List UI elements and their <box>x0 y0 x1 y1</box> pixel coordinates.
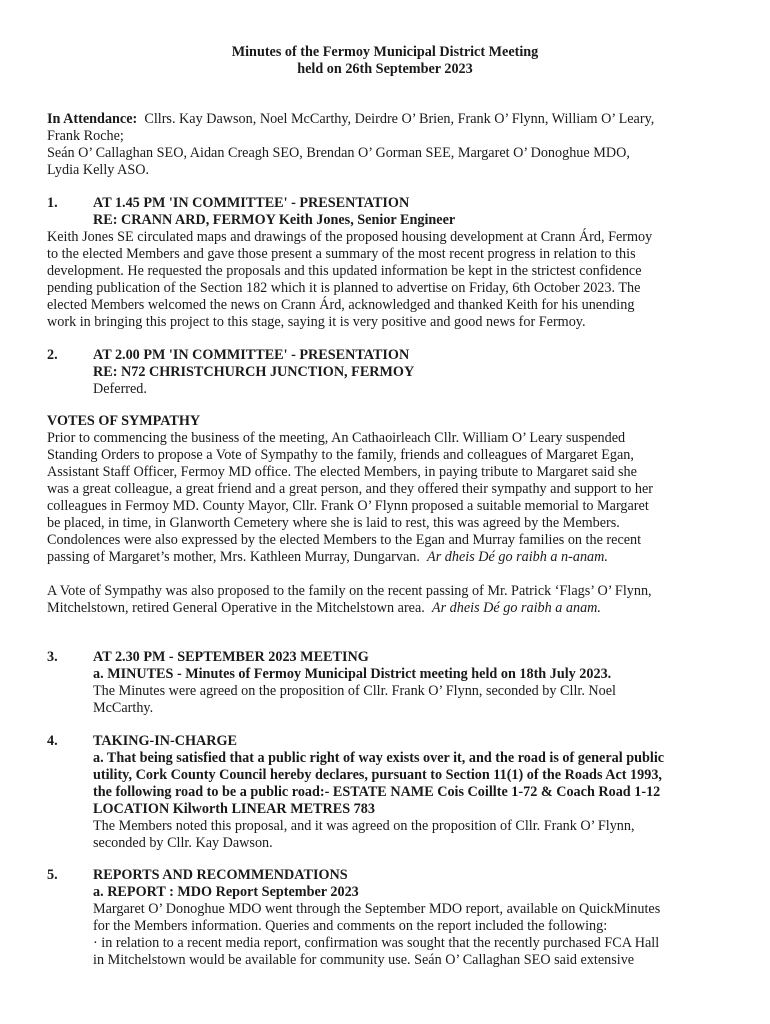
body-line: be placed, in time, in Glanworth Cemetery where she is laid to rest, this was agreed by the Members. <box>47 515 620 531</box>
attendance-label: In Attendance: <box>47 111 138 127</box>
item-heading: REPORTS AND RECOMMENDATIONS <box>93 867 348 883</box>
agenda-item-1 <box>47 195 737 331</box>
attendance-section <box>47 111 737 179</box>
body-line: Keith Jones SE circulated maps and drawings of the proposed housing development at Crann Árd, Fermoy <box>47 229 653 245</box>
bold-line: LOCATION Kilworth LINEAR METRES 783 <box>93 801 375 817</box>
body-line: colleagues in Fermoy MD. County Mayor, Cllr. Frank O’ Flynn proposed a suitable memorial to Margaret <box>47 498 649 514</box>
item-heading: AT 2.00 PM 'IN COMMITTEE' - PRESENTATION <box>93 347 410 363</box>
bold-line: the following road to be a public road:- ESTATE NAME Cois Coillte 1-72 & Coach Road 1-12 <box>93 784 661 800</box>
item-subheading: RE: CRANN ARD, FERMOY Keith Jones, Senior Engineer <box>93 212 456 228</box>
body-line: Margaret O’ Donoghue MDO went through the September MDO report, available on QuickMinutes <box>93 901 661 917</box>
agenda-item-2 <box>47 347 737 398</box>
body-line: seconded by Cllr. Kay Dawson. <box>93 835 273 851</box>
italic-blessing: Ar dheis Dé go raibh a anam. <box>431 600 601 616</box>
attendance-line-4: Lydia Kelly ASO. <box>47 162 150 178</box>
body-line: Condolences were also expressed by the elected Members to the Egan and Murray families on the recent <box>47 532 642 548</box>
body-line: The Minutes were agreed on the proposition of Cllr. Frank O’ Flynn, seconded by Cllr. Noel <box>93 683 617 699</box>
item-heading: AT 1.45 PM 'IN COMMITTEE' - PRESENTATION <box>93 195 410 211</box>
body-line: passing of Margaret’s mother, Mrs. Kathleen Murray, Dungarvan. <box>47 549 420 565</box>
body-line: development. He requested the proposals and this updated information be kept in the strictest confidence <box>47 263 642 279</box>
item-number: 5. <box>47 867 58 883</box>
body-line: The Members noted this proposal, and it was agreed on the proposition of Cllr. Frank O’ Flynn, <box>93 818 635 834</box>
attendance-line-1: Cllrs. Kay Dawson, Noel McCarthy, Deirdre O’ Brien, Frank O’ Flynn, William O’ Leary, <box>144 111 655 127</box>
item-body: Deferred. <box>93 381 147 397</box>
agenda-item-5 <box>47 867 737 969</box>
body-line: to the elected Members and gave those present a summary of the most recent progress in relation to this <box>47 246 636 262</box>
item-subheading: a. MINUTES - Minutes of Fermoy Municipal District meeting held on 18th July 2023. <box>93 666 612 682</box>
attendance-line-3: Seán O’ Callaghan SEO, Aidan Creagh SEO, Brendan O’ Gorman SEE, Margaret O’ Donoghue MDO, <box>47 145 630 161</box>
item-subheading: RE: N72 CHRISTCHURCH JUNCTION, FERMOY <box>93 364 415 380</box>
body-line: pending publication of the Section 182 which it is planned to advertise on Friday, 6th October 2023. The <box>47 280 641 296</box>
item-number: 4. <box>47 733 58 749</box>
agenda-item-3 <box>47 649 737 717</box>
body-line: work in bringing this project to this stage, saying it is very positive and good news for Fermoy. <box>47 314 586 330</box>
item-number: 1. <box>47 195 58 211</box>
body-line: A Vote of Sympathy was also proposed to the family on the recent passing of Mr. Patrick ‘Flags’ O’ Flynn, <box>47 583 652 599</box>
item-number: 3. <box>47 649 58 665</box>
page-title <box>0 44 770 78</box>
body-line: Prior to commencing the business of the meeting, An Cathaoirleach Cllr. William O’ Leary suspended <box>47 430 626 446</box>
body-line: Mitchelstown, retired General Operative in the Mitchelstown area. <box>47 600 425 616</box>
body-line: for the Members information. Queries and comments on the report included the following: <box>93 918 608 934</box>
section-heading: VOTES OF SYMPATHY <box>47 413 201 429</box>
agenda-item-4 <box>47 733 737 852</box>
item-heading: TAKING-IN-CHARGE <box>93 733 237 749</box>
body-line: in Mitchelstown would be available for community use. Seán O’ Callaghan SEO said extensive <box>93 952 635 968</box>
body-line: Assistant Staff Officer, Fermoy MD office. The elected Members, in paying tribute to Margaret said she <box>47 464 637 480</box>
body-line: was a great colleague, a great friend and a great person, and they offered their sympathy and support to her <box>47 481 654 497</box>
item-number: 2. <box>47 347 58 363</box>
item-heading: AT 2.30 PM - SEPTEMBER 2023 MEETING <box>93 649 369 665</box>
title-line-1: Minutes of the Fermoy Municipal District Meeting <box>231 44 539 60</box>
bold-line: a. That being satisfied that a public right of way exists over it, and the road is of general public <box>93 750 665 766</box>
attendance-line-2: Frank Roche; <box>47 128 124 144</box>
italic-blessing: Ar dheis Dé go raibh a n-anam. <box>427 549 608 565</box>
item-subheading: a. REPORT : MDO Report September 2023 <box>93 884 359 900</box>
body-line: Standing Orders to propose a Vote of Sympathy to the family, friends and colleagues of Margaret Egan, <box>47 447 634 463</box>
bullet-line: · in relation to a recent media report, confirmation was sought that the recently purchased FCA Hall <box>93 935 660 951</box>
title-line-2: held on 26th September 2023 <box>297 61 473 77</box>
body-line: McCarthy. <box>93 700 154 716</box>
bold-line: utility, Cork County Council hereby declares, pursuant to Section 11(1) of the Roads Act 1993, <box>93 767 662 783</box>
votes-of-sympathy-section <box>47 413 737 617</box>
body-line: elected Members welcomed the news on Crann Árd, acknowledged and thanked Keith for his unending <box>47 297 635 313</box>
